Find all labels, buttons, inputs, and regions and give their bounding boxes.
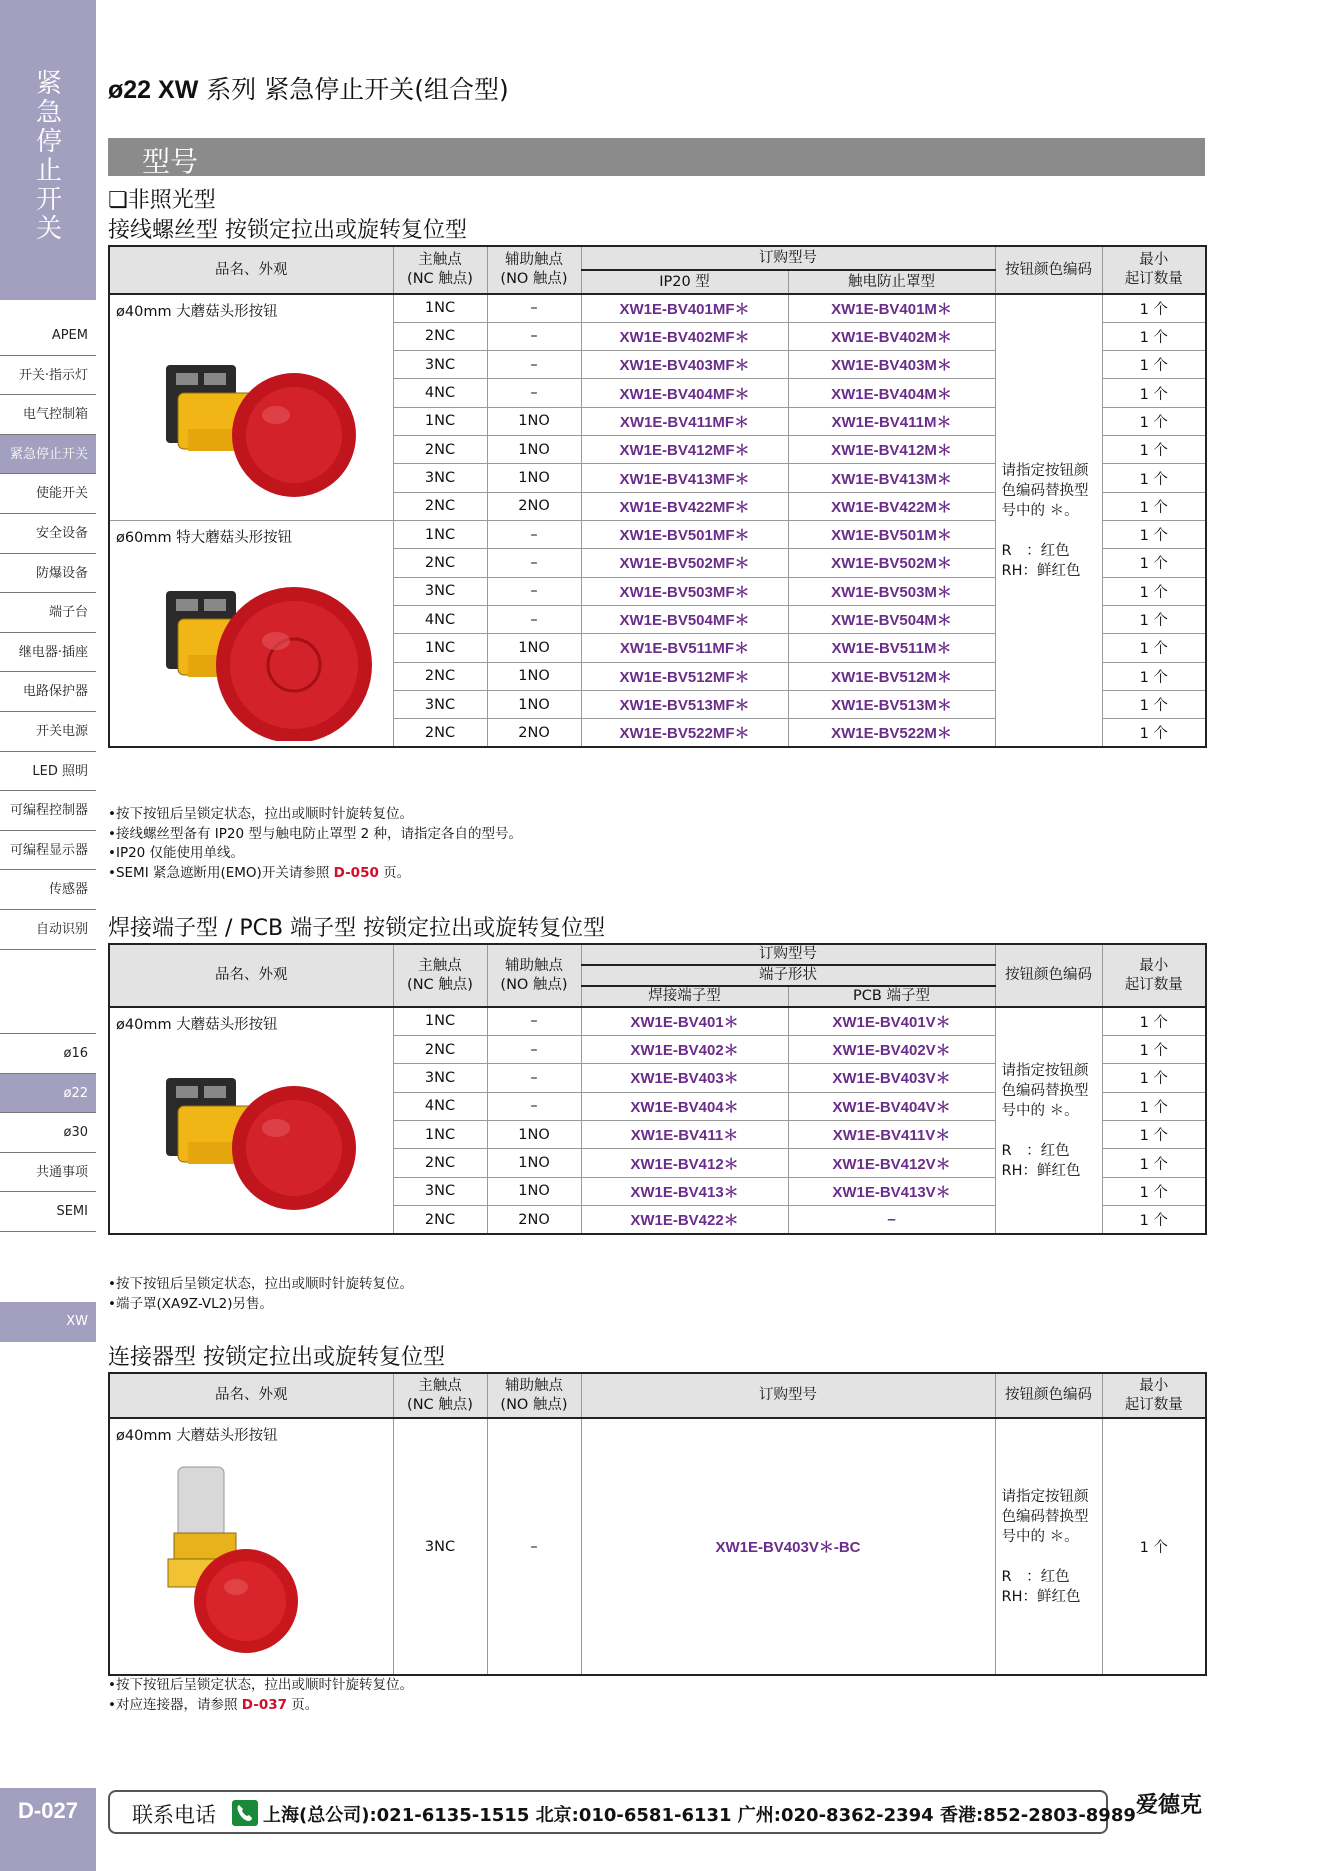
sidebar-category-item[interactable]: LED 照明 — [0, 752, 96, 792]
sidebar-header — [0, 0, 96, 300]
main-contact: 1NC — [393, 1121, 487, 1149]
header-terminal-shape: 端子形状 — [581, 965, 995, 986]
order-model-ip20: XW1E-BV412MF＊ — [581, 436, 788, 464]
aux-contact: 1NO — [487, 436, 581, 464]
sidebar-category-item[interactable]: 电气控制箱 — [0, 395, 96, 435]
min-qty: 1 个 — [1102, 1064, 1206, 1092]
main-contact: 1NC — [393, 1007, 487, 1035]
aux-contact: – — [487, 1035, 581, 1063]
page-ref-link[interactable]: D-037 — [241, 1696, 288, 1713]
min-qty: 1 个 — [1102, 577, 1206, 605]
aux-contact: 2NO — [487, 1206, 581, 1234]
aux-contact: – — [487, 605, 581, 633]
aux-contact: 1NO — [487, 634, 581, 662]
contact-numbers: 上海(总公司):021-6135-1515 北京:010-6581-6131 广州:020-8362-2394 香港:852-2803-8989 — [263, 1805, 1136, 1826]
main-contact: 3NC — [393, 577, 487, 605]
min-qty: 1 个 — [1102, 719, 1206, 747]
main-contact: 2NC — [393, 1206, 487, 1234]
main-contact: 2NC — [393, 549, 487, 577]
order-model-ip20: XW1E-BV522MF＊ — [581, 719, 788, 747]
min-qty: 1 个 — [1102, 662, 1206, 690]
order-model-shock-cover: XW1E-BV502M＊ — [788, 549, 995, 577]
sidebar-category-item[interactable]: 防爆设备 — [0, 554, 96, 594]
order-model-solder: XW1E-BV411＊ — [581, 1121, 788, 1149]
order-model-shock-cover: XW1E-BV513M＊ — [788, 690, 995, 718]
connector-button-image — [116, 1459, 386, 1669]
table-row — [109, 294, 1206, 322]
main-contact: 2NC — [393, 436, 487, 464]
sidebar-category-item[interactable]: 使能开关 — [0, 474, 96, 514]
note: •按下按钮后呈锁定状态，拉出或顺时针旋转复位。 — [108, 1677, 413, 1693]
header-color-code: 按钮颜色编码 — [995, 1373, 1102, 1418]
table-screw-terminal — [108, 245, 1207, 748]
table2-heading: 焊接端子型 / PCB 端子型 按锁定拉出或旋转复位型 — [108, 916, 606, 941]
main-contact: 1NC — [393, 407, 487, 435]
note: •端子罩(XA9Z-VL2)另售。 — [108, 1295, 274, 1312]
product-name: ø60mm 特大蘑菇头形按钮 — [116, 530, 293, 546]
sidebar-category-item[interactable]: 端子台 — [0, 593, 96, 633]
sidebar-size-item[interactable]: SEMI — [0, 1192, 96, 1232]
product-name: ø40mm 大蘑菇头形按钮 — [116, 1428, 278, 1444]
sidebar-size-item[interactable]: ø22 — [0, 1074, 96, 1114]
main-contact: 3NC — [393, 464, 487, 492]
min-qty: 1 个 — [1102, 549, 1206, 577]
order-model-ip20: XW1E-BV403MF＊ — [581, 351, 788, 379]
min-qty: 1 个 — [1102, 1121, 1206, 1149]
header-min-qty: 最小 起订数量 — [1102, 1373, 1206, 1418]
order-model-ip20: XW1E-BV401MF＊ — [581, 294, 788, 322]
header-order-no: 订购型号 — [581, 246, 995, 270]
product-cell — [109, 1007, 393, 1234]
min-qty: 1 个 — [1102, 492, 1206, 520]
header-ip20: IP20 型 — [581, 270, 788, 294]
sidebar-size-item[interactable]: 共通事项 — [0, 1153, 96, 1193]
order-model-ip20: XW1E-BV501MF＊ — [581, 521, 788, 549]
aux-contact: – — [487, 294, 581, 322]
header-main-contact: 主触点 (NC 触点) — [393, 246, 487, 294]
note: •IP20 仅能使用单线。 — [108, 845, 245, 861]
order-model-solder: XW1E-BV402＊ — [581, 1035, 788, 1063]
table3-notes — [108, 1676, 413, 1715]
sidebar-category-item[interactable]: 继电器·插座 — [0, 633, 96, 673]
min-qty: 1 个 — [1102, 1206, 1206, 1234]
sidebar-category-item[interactable]: 可编程显示器 — [0, 831, 96, 871]
aux-contact: 1NO — [487, 407, 581, 435]
order-model-ip20: XW1E-BV502MF＊ — [581, 549, 788, 577]
table-connector — [108, 1372, 1207, 1676]
order-model-ip20: XW1E-BV504MF＊ — [581, 605, 788, 633]
min-qty: 1 个 — [1102, 294, 1206, 322]
main-contact: 4NC — [393, 1092, 487, 1120]
table3-heading: 连接器型 按锁定拉出或旋转复位型 — [108, 1345, 445, 1370]
header-order-no: 订购型号 — [581, 1373, 995, 1418]
sidebar-category-item[interactable]: 可编程控制器 — [0, 791, 96, 831]
order-model: XW1E-BV403V＊-BC — [581, 1418, 995, 1675]
aux-contact: – — [487, 1007, 581, 1035]
product-cell — [109, 1418, 393, 1675]
order-model-solder: XW1E-BV404＊ — [581, 1092, 788, 1120]
order-model-shock-cover: XW1E-BV412M＊ — [788, 436, 995, 464]
header-aux-contact: 辅助触点 (NO 触点) — [487, 944, 581, 1007]
product-cell — [109, 294, 393, 521]
order-model-shock-cover: XW1E-BV511M＊ — [788, 634, 995, 662]
header-main-contact: 主触点 (NC 触点) — [393, 944, 487, 1007]
header-shock-cover: 触电防止罩型 — [788, 270, 995, 294]
main-contact: 2NC — [393, 662, 487, 690]
aux-contact: 1NO — [487, 1177, 581, 1205]
main-contact: 3NC — [393, 351, 487, 379]
order-model-ip20: XW1E-BV511MF＊ — [581, 634, 788, 662]
series-tab-xw[interactable]: XW — [0, 1302, 96, 1342]
order-model-ip20: XW1E-BV513MF＊ — [581, 690, 788, 718]
order-model-shock-cover: XW1E-BV501M＊ — [788, 521, 995, 549]
order-model-ip20: XW1E-BV404MF＊ — [581, 379, 788, 407]
page-title — [108, 70, 509, 106]
contact-footer — [108, 1790, 1136, 1834]
phone-icon — [232, 1800, 258, 1826]
main-contact: 1NC — [393, 634, 487, 662]
min-qty: 1 个 — [1102, 634, 1206, 662]
order-model-pcb: XW1E-BV412V＊ — [788, 1149, 995, 1177]
min-qty: 1 个 — [1102, 1149, 1206, 1177]
table1-heading: 接线螺丝型 按锁定拉出或旋转复位型 — [108, 218, 467, 243]
main-contact: 4NC — [393, 605, 487, 633]
header-aux-contact: 辅助触点 (NO 触点) — [487, 246, 581, 294]
aux-contact: – — [487, 1418, 581, 1675]
order-model-shock-cover: XW1E-BV422M＊ — [788, 492, 995, 520]
header-color-code: 按钮颜色编码 — [995, 944, 1102, 1007]
header-min-qty: 最小 起订数量 — [1102, 246, 1206, 294]
main-contact: 3NC — [393, 1177, 487, 1205]
order-model-shock-cover: XW1E-BV504M＊ — [788, 605, 995, 633]
order-model-solder: XW1E-BV403＊ — [581, 1064, 788, 1092]
aux-contact: – — [487, 351, 581, 379]
header-product: 品名、外观 — [109, 944, 393, 1007]
order-model-ip20: XW1E-BV422MF＊ — [581, 492, 788, 520]
header-order-no: 订购型号 — [581, 944, 995, 965]
min-qty: 1 个 — [1102, 351, 1206, 379]
aux-contact: 1NO — [487, 662, 581, 690]
min-qty: 1 个 — [1102, 379, 1206, 407]
order-model-shock-cover: XW1E-BV413M＊ — [788, 464, 995, 492]
order-model-shock-cover: XW1E-BV403M＊ — [788, 351, 995, 379]
min-qty: 1 个 — [1102, 407, 1206, 435]
header-product: 品名、外观 — [109, 1373, 393, 1418]
main-contact: 1NC — [393, 294, 487, 322]
aux-contact: – — [487, 577, 581, 605]
header-solder: 焊接端子型 — [581, 986, 788, 1007]
order-model-pcb: XW1E-BV403V＊ — [788, 1064, 995, 1092]
sidebar-category-item[interactable]: 传感器 — [0, 870, 96, 910]
brand-logo: 爱德克 — [1136, 1793, 1203, 1818]
sidebar-category-item[interactable]: 自动识别 — [0, 910, 96, 950]
sidebar-category-item[interactable]: 紧急停止开关 — [0, 435, 96, 475]
header-main-contact: 主触点 (NC 触点) — [393, 1373, 487, 1418]
min-qty: 1 个 — [1102, 605, 1206, 633]
min-qty: 1 个 — [1102, 1007, 1206, 1035]
sidebar-category-item[interactable]: 开关电源 — [0, 712, 96, 752]
note: •按下按钮后呈锁定状态，拉出或顺时针旋转复位。 — [108, 1276, 413, 1292]
main-contact: 2NC — [393, 1149, 487, 1177]
order-model-ip20: XW1E-BV512MF＊ — [581, 662, 788, 690]
order-model-ip20: XW1E-BV402MF＊ — [581, 322, 788, 350]
sidebar — [0, 0, 96, 1871]
aux-contact: 1NO — [487, 464, 581, 492]
table2-notes — [108, 1275, 413, 1314]
min-qty: 1 个 — [1102, 1418, 1206, 1675]
order-model-solder: XW1E-BV422＊ — [581, 1206, 788, 1234]
order-model-shock-cover: XW1E-BV503M＊ — [788, 577, 995, 605]
page-number: D-027 — [0, 1788, 96, 1871]
aux-contact: – — [487, 1092, 581, 1120]
sidebar-category-item[interactable]: 电路保护器 — [0, 672, 96, 712]
order-model-solder: XW1E-BV413＊ — [581, 1177, 788, 1205]
header-color-code: 按钮颜色编码 — [995, 246, 1102, 294]
order-model-ip20: XW1E-BV413MF＊ — [581, 464, 788, 492]
min-qty: 1 个 — [1102, 521, 1206, 549]
order-model-ip20: XW1E-BV503MF＊ — [581, 577, 788, 605]
aux-contact: – — [487, 322, 581, 350]
color-code-note: 请指定按钮颜 色编码替换型 号中的 ＊。 R ：红色 RH：鲜红色 — [995, 1418, 1102, 1675]
min-qty: 1 个 — [1102, 322, 1206, 350]
min-qty: 1 个 — [1102, 1035, 1206, 1063]
aux-contact: – — [487, 549, 581, 577]
color-code-note: 请指定按钮颜 色编码替换型 号中的 ＊。 R ：红色 RH：鲜红色 — [995, 1007, 1102, 1234]
order-model-shock-cover: XW1E-BV522M＊ — [788, 719, 995, 747]
title-text: 系列 紧急停止开关(组合型) — [198, 75, 509, 104]
note: •对应连接器，请参照 D-037 页。 — [108, 1696, 319, 1713]
sidebar-vertical-title: 紧急停止开关 — [35, 69, 62, 244]
main-contact: 3NC — [393, 1418, 487, 1675]
section-bar — [108, 138, 1205, 176]
main-contact: 4NC — [393, 379, 487, 407]
table1-notes — [108, 805, 522, 883]
min-qty: 1 个 — [1102, 436, 1206, 464]
order-model-ip20: XW1E-BV411MF＊ — [581, 407, 788, 435]
main-contact: 3NC — [393, 1064, 487, 1092]
size-nav — [0, 1033, 96, 1232]
mushroom-button-40mm-image — [116, 335, 386, 515]
product-cell — [109, 521, 393, 748]
order-model-pcb: XW1E-BV402V＊ — [788, 1035, 995, 1063]
sidebar-category-item[interactable]: 安全设备 — [0, 514, 96, 554]
mushroom-button-40mm-image — [116, 1048, 386, 1228]
contact-label: 联系电话 — [132, 1803, 216, 1827]
order-model-solder: XW1E-BV412＊ — [581, 1149, 788, 1177]
note: •接线螺丝型备有 IP20 型与触电防止罩型 2 种，请指定各自的型号。 — [108, 825, 523, 842]
header-aux-contact: 辅助触点 (NO 触点) — [487, 1373, 581, 1418]
header-min-qty: 最小 起订数量 — [1102, 944, 1206, 1007]
order-model-shock-cover: XW1E-BV404M＊ — [788, 379, 995, 407]
aux-contact: – — [487, 521, 581, 549]
order-model-pcb: XW1E-BV404V＊ — [788, 1092, 995, 1120]
note: •SEMI 紧急遮断用(EMO)开关请参照 D-050 页。 — [108, 864, 411, 881]
product-name: ø40mm 大蘑菇头形按钮 — [116, 304, 278, 320]
order-model-pcb: XW1E-BV411V＊ — [788, 1121, 995, 1149]
section-title: 型号 — [142, 145, 199, 178]
order-model-pcb: – — [788, 1206, 995, 1234]
main-contact: 2NC — [393, 1035, 487, 1063]
table-solder-pcb-terminal — [108, 943, 1207, 1235]
main-contact: 2NC — [393, 322, 487, 350]
min-qty: 1 个 — [1102, 1177, 1206, 1205]
order-model-shock-cover: XW1E-BV512M＊ — [788, 662, 995, 690]
order-model-pcb: XW1E-BV401V＊ — [788, 1007, 995, 1035]
header-product: 品名、外观 — [109, 246, 393, 294]
main-contact: 2NC — [393, 492, 487, 520]
min-qty: 1 个 — [1102, 690, 1206, 718]
aux-contact: 1NO — [487, 1149, 581, 1177]
main-contact: 1NC — [393, 521, 487, 549]
table-row — [109, 1418, 1206, 1675]
sidebar-size-item[interactable]: ø16 — [0, 1034, 96, 1074]
type-heading: ❏非照光型 — [108, 188, 216, 213]
sidebar-category-item[interactable]: 开关·指示灯 — [0, 356, 96, 396]
aux-contact: – — [487, 1064, 581, 1092]
title-series: ø22 XW — [108, 76, 199, 104]
main-contact: 3NC — [393, 690, 487, 718]
min-qty: 1 个 — [1102, 464, 1206, 492]
order-model-solder: XW1E-BV401＊ — [581, 1007, 788, 1035]
category-nav — [0, 316, 96, 950]
sidebar-size-item[interactable]: ø30 — [0, 1113, 96, 1153]
table-row — [109, 1007, 1206, 1035]
main-contact: 2NC — [393, 719, 487, 747]
mushroom-button-60mm-image — [116, 561, 386, 741]
header-pcb: PCB 端子型 — [788, 986, 995, 1007]
min-qty: 1 个 — [1102, 1092, 1206, 1120]
aux-contact: 2NO — [487, 719, 581, 747]
aux-contact: 1NO — [487, 690, 581, 718]
sidebar-category-item[interactable]: APEM — [0, 316, 96, 356]
color-code-note: 请指定按钮颜 色编码替换型 号中的 ＊。 R ：红色 RH：鲜红色 — [995, 294, 1102, 747]
product-name: ø40mm 大蘑菇头形按钮 — [116, 1017, 278, 1033]
order-model-shock-cover: XW1E-BV401M＊ — [788, 294, 995, 322]
order-model-shock-cover: XW1E-BV411M＊ — [788, 407, 995, 435]
order-model-pcb: XW1E-BV413V＊ — [788, 1177, 995, 1205]
aux-contact: 2NO — [487, 492, 581, 520]
aux-contact: 1NO — [487, 1121, 581, 1149]
order-model-shock-cover: XW1E-BV402M＊ — [788, 322, 995, 350]
aux-contact: – — [487, 379, 581, 407]
page-ref-link[interactable]: D-050 — [333, 864, 379, 881]
note: •按下按钮后呈锁定状态，拉出或顺时针旋转复位。 — [108, 806, 413, 822]
